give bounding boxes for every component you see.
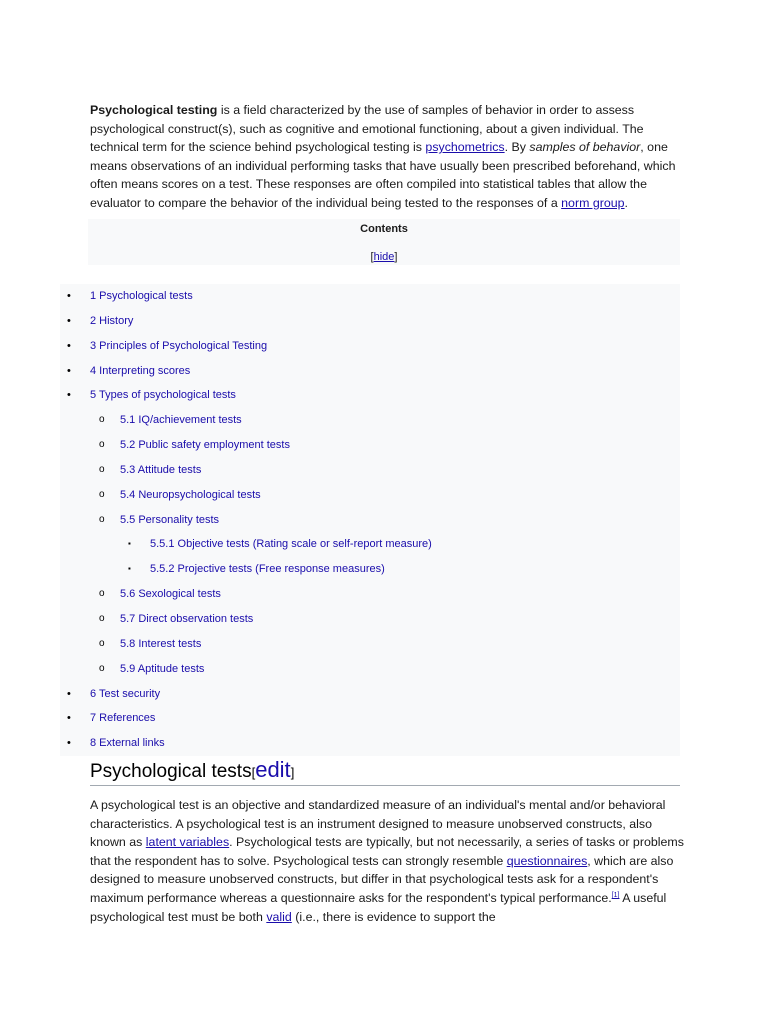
psychometrics-link[interactable]: psychometrics	[425, 140, 505, 155]
toc-item[interactable]	[60, 483, 680, 508]
intro-text: , one means observations of an individual performing tasks that have usually been prescribed beforehand, which often means scores on a test. These responses are often compiled into statistical tables that allow the evaluator to compare the behavior of the individual being tested to the responses of a	[90, 140, 676, 210]
bullet-icon: ▪	[128, 564, 131, 574]
body-text: A psychological test is an objective and standardized measure of an individual's mental and/or behavioral characteristics. A psychological test is an instrument designed to measure unobserved constructs, also known as	[90, 798, 666, 850]
toc-link[interactable]: 5.2 Public safety employment tests	[120, 439, 290, 452]
toc-link[interactable]: 5.6 Sexological tests	[120, 588, 221, 601]
body-text: A useful psychological test must be both	[90, 890, 667, 924]
toc-toggle	[88, 251, 680, 263]
bullet-icon: o	[99, 662, 105, 674]
valid-link[interactable]: valid	[266, 909, 292, 924]
reference-link[interactable]: [1]	[611, 891, 620, 899]
toc-hide-link[interactable]: hide	[373, 251, 395, 263]
toc-item[interactable]	[60, 383, 680, 408]
toc-item[interactable]	[60, 458, 680, 483]
toc-link[interactable]: 5.1 IQ/achievement tests	[120, 414, 242, 427]
toc-link[interactable]: 8 External links	[90, 737, 165, 750]
toc-link[interactable]: 5.7 Direct observation tests	[120, 612, 254, 625]
toc-link[interactable]: 5.3 Attitude tests	[120, 463, 202, 476]
bullet-icon: o	[99, 588, 105, 600]
bullet-icon: •	[67, 389, 71, 402]
bullet-icon: o	[99, 439, 105, 451]
toc-link[interactable]: 5.5 Personality tests	[120, 513, 220, 526]
bullet-icon: o	[99, 488, 105, 500]
bullet-icon: •	[67, 290, 71, 302]
toc-link[interactable]: 5 Types of psychological tests	[90, 389, 236, 402]
toc-item[interactable]	[60, 582, 680, 607]
toc-link[interactable]: 5.8 Interest tests	[120, 637, 202, 650]
intro-italic: samples of behavior	[529, 140, 641, 155]
toc-item[interactable]	[60, 309, 680, 334]
intro-term: Psychological testing	[90, 103, 218, 117]
bullet-icon: •	[67, 364, 71, 377]
body-text: , which are also designed to measure unobserved constructs, but differ in that psychological tests ask for a respondent's maximum performance whereas a questionnaire asks for the respondent's typical performance.	[90, 853, 674, 905]
bullet-icon: o	[99, 637, 105, 649]
toc-item[interactable]	[60, 706, 680, 731]
toc-link[interactable]: 7 References	[90, 712, 156, 725]
toc-item[interactable]	[60, 284, 680, 309]
toc-list	[60, 284, 680, 756]
toc-item[interactable]	[60, 433, 680, 458]
bullet-icon: •	[67, 339, 71, 352]
bullet-icon: o	[99, 612, 105, 624]
toc-header	[88, 219, 680, 265]
toc-item[interactable]	[60, 359, 680, 384]
toc-item[interactable]	[60, 557, 680, 582]
toc-item[interactable]	[60, 657, 680, 682]
body-paragraph	[90, 796, 690, 926]
intro-text: .	[624, 195, 628, 210]
toc-link[interactable]: 5.5.2 Projective tests (Free response measures)	[150, 563, 385, 576]
questionnaires-link[interactable]: questionnaires	[506, 853, 588, 868]
toc-item[interactable]	[60, 508, 680, 533]
section-title: Psychological tests	[90, 761, 252, 782]
bullet-icon: •	[67, 712, 71, 725]
toc-item[interactable]	[60, 408, 680, 433]
edit-link[interactable]: edit	[255, 757, 291, 782]
toc-title: Contents	[360, 223, 408, 235]
bullet-icon: •	[67, 737, 71, 750]
bullet-icon: •	[67, 314, 71, 327]
bracket-open: [	[251, 765, 256, 780]
toc-link[interactable]: 1 Psychological tests	[90, 290, 193, 302]
body-text: . Psychological tests are typically, but not necessarily, a series of tasks or problems that the respondent has to solve. Psychological tests can strongly resemble	[90, 835, 684, 868]
latent-variables-link[interactable]: latent variables	[145, 835, 230, 850]
toc-item[interactable]	[60, 632, 680, 657]
intro-text: . By	[504, 140, 530, 155]
toc-link[interactable]: 6 Test security	[90, 687, 161, 700]
intro-paragraph	[90, 101, 690, 213]
bullet-icon: •	[67, 687, 71, 700]
toc-link[interactable]: 5.4 Neuropsychological tests	[120, 488, 261, 501]
norm-group-link[interactable]: norm group	[561, 195, 625, 210]
toc-item[interactable]	[60, 607, 680, 632]
section-heading	[90, 755, 680, 786]
bracket-close: ]	[290, 765, 295, 780]
bracket-close: ]	[394, 251, 398, 263]
toc-link[interactable]: 5.5.1 Objective tests (Rating scale or self-report measure)	[150, 538, 432, 551]
bullet-icon: o	[99, 513, 105, 525]
toc-link[interactable]: 2 History	[90, 314, 134, 327]
toc-link[interactable]: 5.9 Aptitude tests	[120, 662, 205, 675]
edit-section	[251, 757, 295, 782]
intro-text: is a field characterized by the use of samples of behavior in order to assess psychological construct(s), such as cognitive and emotional functioning, about a given individual. The technical term for the science behind psychological testing is	[90, 103, 644, 155]
toc-link[interactable]: 4 Interpreting scores	[90, 364, 191, 377]
bullet-icon: ▪	[128, 539, 131, 549]
toc-item[interactable]	[60, 731, 680, 756]
toc-item[interactable]	[60, 682, 680, 707]
bullet-icon: o	[99, 414, 105, 426]
toc-link[interactable]: 3 Principles of Psychological Testing	[90, 339, 268, 352]
toc-item[interactable]	[60, 334, 680, 359]
toc-item[interactable]	[60, 532, 680, 557]
bracket-open: [	[370, 251, 374, 263]
body-text: (i.e., there is evidence to support the	[291, 909, 496, 924]
bullet-icon: o	[99, 463, 105, 475]
